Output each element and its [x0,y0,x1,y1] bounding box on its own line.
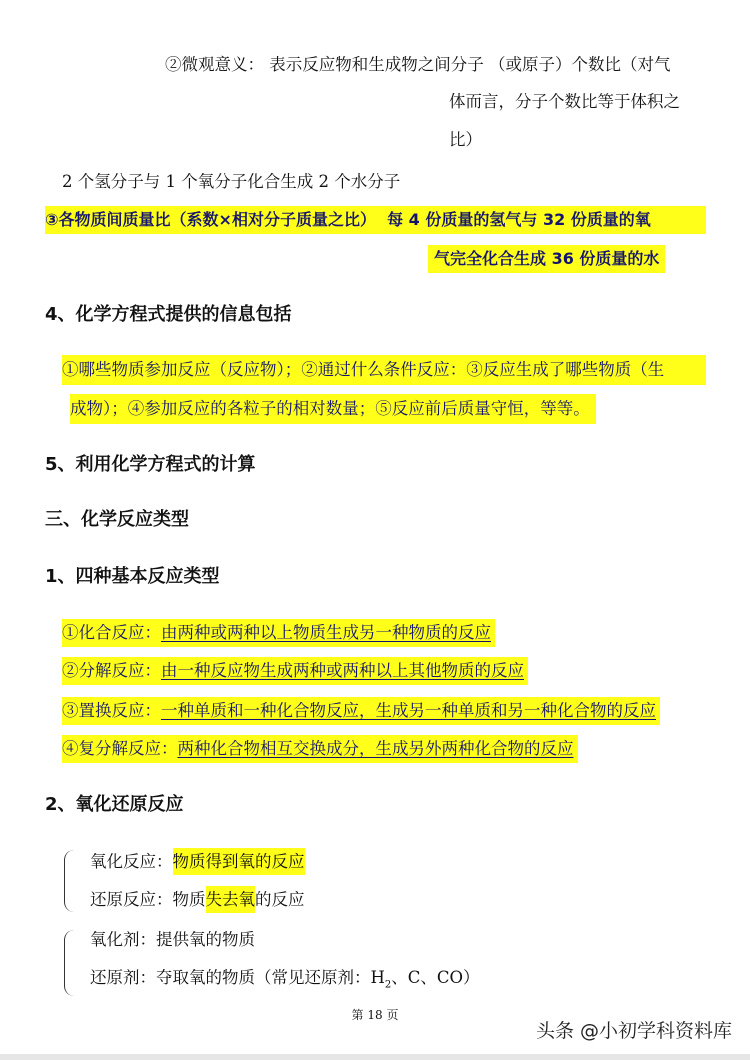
type-name: ①化合反应： [62,623,161,642]
type-name: ②分解反应： [62,661,161,680]
type-def: 两种化合物相互交换成分，生成另外两种化合物的反应 [177,739,574,758]
oxid-def: 物质得到氧的反应 [173,848,305,875]
type-name: ③置换反应： [62,701,161,720]
reducer-pre: 还原剂：夺取氧的物质（常见还原剂：H [90,968,385,987]
type-def: 一种单质和一种化合物反应，生成另一种单质和另一种化合物的反应 [161,701,656,720]
info-line1: ①哪些物质参加反应（反应物）；②通过什么条件反应：③反应生成了哪些物质（生 [62,355,706,385]
red-label: 还原反应：物质 [90,890,206,909]
reaction-type-2 [62,657,528,685]
mass-ratio-line1 [45,206,706,234]
oxid-label: 氧化反应： [90,852,173,871]
type-def: 由两种或两种以上物质生成另一种物质的反应 [161,623,491,642]
reducer-line [90,966,480,997]
mass-label: ③各物质间质量比（系数×相对分子质量之比） [45,210,376,229]
micro-text: 表示反应物和生成物之间分子 （或原子）个数比（对气 [269,55,671,74]
reaction-type-4 [62,735,578,763]
type-def: 由一种反应物生成两种或两种以上其他物质的反应 [161,661,524,680]
micro-meaning-line2: 体而言，分子个数比等于体积之 [449,92,680,111]
brace-icon [64,850,75,912]
page-number: 第 18 页 [351,1008,399,1022]
reducer-sub: 2 [384,979,392,991]
reaction-type-3 [62,697,660,725]
heading-5: 5、利用化学方程式的计算 [45,454,256,475]
example-line: 2 个氢分子与 1 个氧分子化合生成 2 个水分子 [62,172,401,191]
red-highlight: 失去氧 [206,886,256,913]
micro-meaning-line1 [165,53,671,77]
info-line2: 成物）；④参加反应的各粒子的相对数量；⑤反应前后质量守恒，等等。 [70,394,596,424]
micro-meaning-line3: 比） [449,130,482,149]
reduction-line [90,888,305,912]
reaction-type-1 [62,619,495,647]
mass-ratio-line2: 气完全化合生成 36 份质量的水 [428,245,665,273]
micro-label: ②微观意义： [165,55,264,74]
type-name: ④复分解反应： [62,739,178,758]
oxidation-line [90,850,305,874]
heading-4: 4、化学方程式提供的信息包括 [45,304,292,325]
heading-3-1: 1、四种基本反应类型 [45,566,220,587]
mass-text: 每 4 份质量的氢气与 32 份质量的氧 [387,210,651,229]
oxidizer-line: 氧化剂：提供氧的物质 [90,930,255,949]
heading-section-3: 三、化学反应类型 [45,509,189,530]
red-rest: 的反应 [255,890,305,909]
reducer-post: 、C、CO） [391,968,480,987]
watermark: 头条 @小初学科资料库 [535,1020,732,1042]
heading-3-2: 2、氧化还原反应 [45,794,184,815]
brace-icon [64,930,75,996]
bottom-edge [0,1054,750,1060]
